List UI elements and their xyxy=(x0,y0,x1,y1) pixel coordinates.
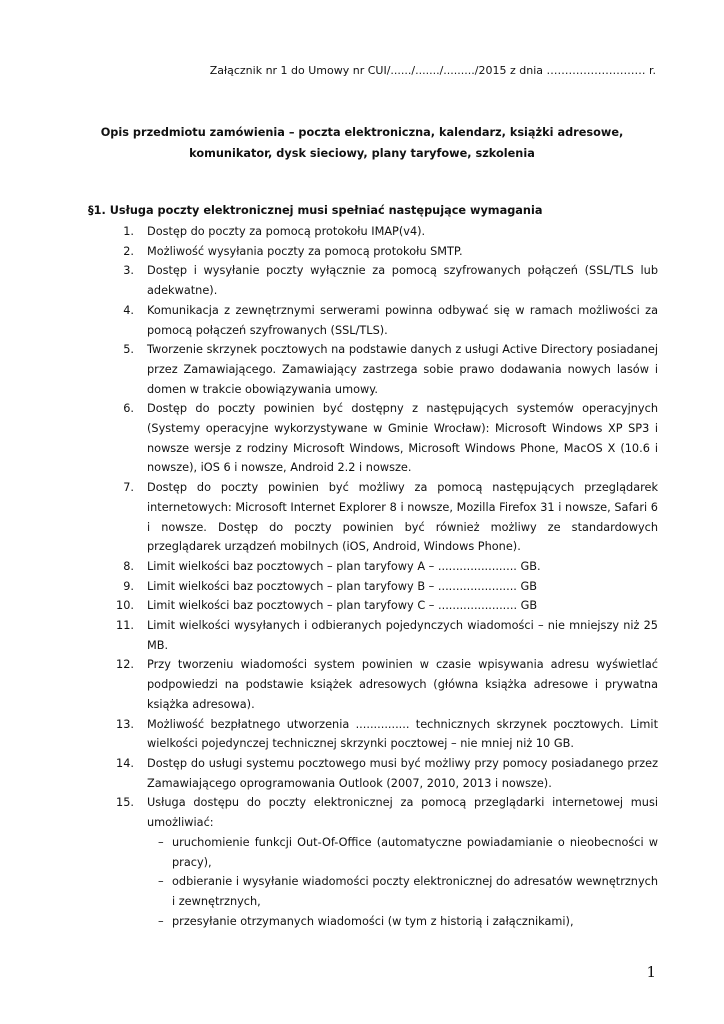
item-text: Dostęp do poczty powinien być dostępny z następujących systemów operacyjnych (Systemy operacyjne wykorzystywane w Gminie Wrocław): Microsoft Windows XP SP3 i nowsze wersje z rodziny Microsoft Windows, Microsoft Windows Phone, MacOS X (10.6 i nowsze), iOS 6 i nowsze, Android 2.2 i nowsze. xyxy=(147,402,658,475)
list-item xyxy=(88,399,658,478)
item-text: Dostęp do poczty za pomocą protokołu IMAP(v4). xyxy=(147,225,426,238)
list-item xyxy=(88,616,658,655)
subitem-text: odbieranie i wysyłanie wiadomości poczty elektronicznej do adresatów wewnętrznych i zewnętrznych, xyxy=(172,875,658,908)
item-text: Przy tworzeniu wiadomości system powinien w czasie wpisywania adresu wyświetlać podpowiedzi na podstawie książek adresowych (główna książka adresowe i prywatna książka adresowa). xyxy=(147,658,658,711)
list-item xyxy=(88,222,658,242)
list-item xyxy=(88,577,658,597)
item-number: 14. xyxy=(116,756,134,770)
list-item xyxy=(88,557,658,577)
item-text: Dostęp i wysyłanie poczty wyłącznie za pomocą szyfrowanych połączeń (SSL/TLS lub adekwatne). xyxy=(147,264,658,298)
item-number: 8. xyxy=(123,559,134,573)
list-item xyxy=(88,596,658,616)
browser-features-sublist xyxy=(158,833,658,932)
document-title xyxy=(0,122,724,164)
item-text: Komunikacja z zewnętrznymi serwerami powinna odbywać się w ramach możliwości za pomocą połączeń szyfrowanych (SSL/TLS). xyxy=(147,303,658,337)
item-number: 11. xyxy=(116,619,134,633)
list-item xyxy=(88,478,658,557)
page-number: 1 xyxy=(646,963,656,981)
item-text: Tworzenie skrzynek pocztowych na podstawie danych z usługi Active Directory posiadanej przez Zamawiającego. Zamawiający zastrzega sobie prawo dodawania nowych lasów i domen w trakcie obowiązywania umowy. xyxy=(147,343,658,396)
item-number: 1. xyxy=(123,225,134,238)
list-item xyxy=(88,793,658,832)
list-item xyxy=(88,754,658,793)
item-text: Limit wielkości baz pocztowych – plan taryfowy C – ...................... GB xyxy=(147,599,538,613)
item-text: Limit wielkości baz pocztowych – plan taryfowy A – ...................... GB. xyxy=(147,559,541,573)
list-item xyxy=(88,301,658,340)
annex-reference: Załącznik nr 1 do Umowy nr CUI/....../......./........./2015 z dnia ……………………… r. xyxy=(209,64,656,77)
item-number: 15. xyxy=(116,796,134,810)
item-text: Dostęp do usługi systemu pocztowego musi być możliwy przy pomocy posiadanego przez Zamawiającego oprogramowania Outlook (2007, 2010, 2013 i nowsze). xyxy=(147,756,658,790)
item-text: Możliwość bezpłatnego utworzenia ............... technicznych skrzynek pocztowych. Limit wielkości pojedynczej technicznej skrzynki pocztowej – nie mniej niż 10 GB. xyxy=(147,717,658,751)
title-line-2: komunikator, dysk sieciowy, plany taryfowe, szkolenia xyxy=(189,147,535,160)
sublist-item xyxy=(158,912,658,932)
subitem-text: uruchomienie funkcji Out-Of-Office (automatyczne powiadamianie o nieobecności w pracy), xyxy=(172,835,658,869)
item-text: Limit wielkości wysyłanych i odbieranych pojedynczych wiadomości – nie mniejszy niż 25 MB. xyxy=(147,619,658,652)
item-text: Limit wielkości baz pocztowych – plan taryfowy B – ...................... GB xyxy=(147,579,537,593)
dash-bullet: – xyxy=(158,835,164,849)
item-number: 13. xyxy=(116,717,134,731)
item-number: 9. xyxy=(123,579,134,593)
item-number: 3. xyxy=(123,264,134,278)
dash-bullet: – xyxy=(158,914,164,928)
section-heading: §1. Usługa poczty elektronicznej musi spełniać następujące wymagania xyxy=(88,204,543,217)
requirements-list xyxy=(88,222,658,931)
list-item xyxy=(88,715,658,754)
title-line-1: Opis przedmiotu zamówienia – poczta elektroniczna, kalendarz, książki adresowe, xyxy=(100,126,624,139)
item-text: Dostęp do poczty powinien być możliwy za pomocą następujących przeglądarek internetowych: Microsoft Internet Explorer 8 i nowsze, Mozilla Firefox 31 i nowsze, Safari 6 i nowsze. Dostęp do poczty powinien być również możliwy ze standardowych przeglądarek urządzeń mobilnych (iOS, Android, Windows Phone). xyxy=(147,481,658,554)
list-item xyxy=(88,242,658,262)
item-number: 12. xyxy=(116,658,134,672)
sublist-item xyxy=(158,872,658,911)
item-number: 6. xyxy=(123,402,134,416)
item-text: Możliwość wysyłania poczty za pomocą protokołu SMTP. xyxy=(147,244,463,258)
dash-bullet: – xyxy=(158,875,164,889)
sublist-item xyxy=(158,833,658,872)
item-number: 10. xyxy=(116,599,134,613)
item-number: 4. xyxy=(123,303,134,317)
item-text: Usługa dostępu do poczty elektronicznej za pomocą przeglądarki internetowej musi umożliwiać: xyxy=(147,796,658,830)
subitem-text: przesyłanie otrzymanych wiadomości (w tym z historią i załącznikami), xyxy=(172,914,574,928)
list-item xyxy=(88,340,658,399)
item-number: 7. xyxy=(123,481,134,495)
item-number: 5. xyxy=(123,343,134,357)
list-item xyxy=(88,655,658,714)
item-number: 2. xyxy=(123,244,134,258)
list-item xyxy=(88,261,658,300)
